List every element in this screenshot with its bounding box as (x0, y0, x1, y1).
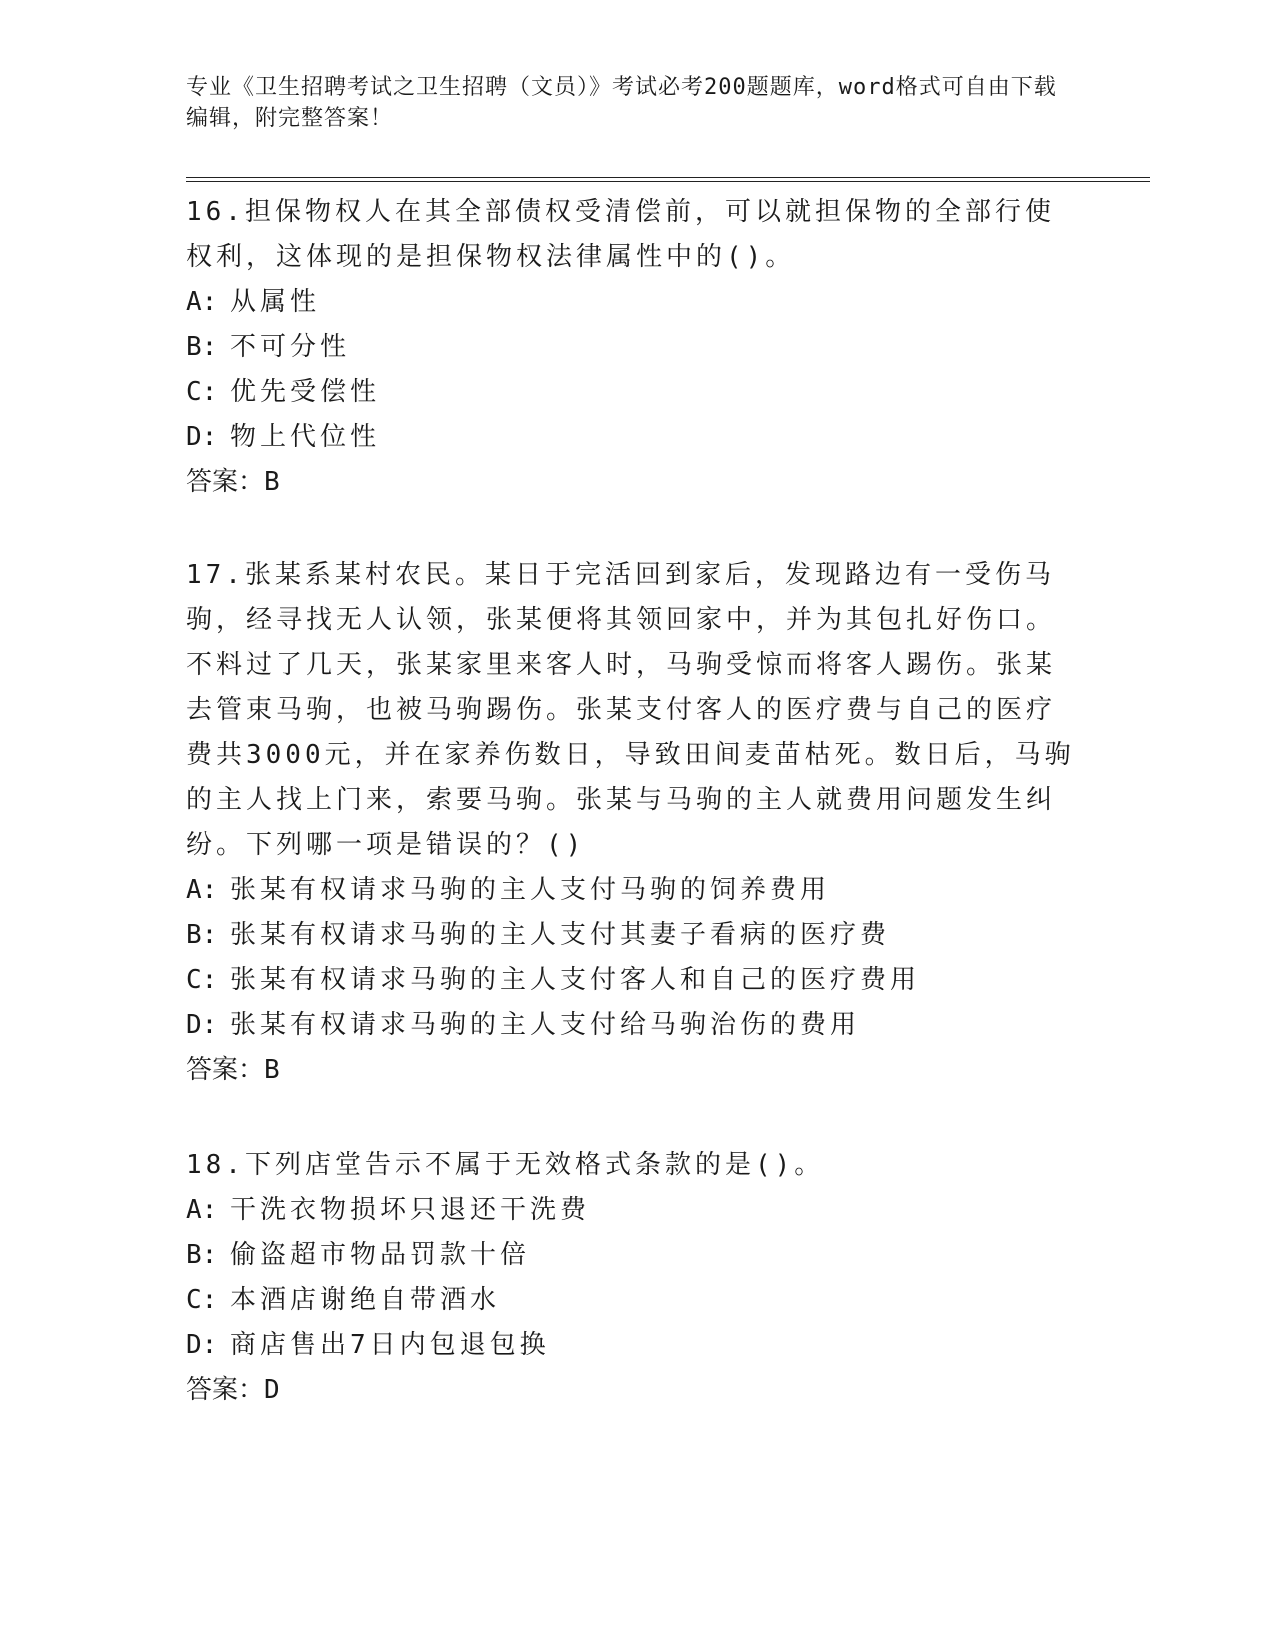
answer-line (186, 1048, 1076, 1093)
option-text: 张某有权请求马驹的主人支付客人和自己的医疗费用 (230, 965, 921, 995)
option-letter: D: (186, 1330, 218, 1360)
option-letter: B: (186, 1240, 218, 1270)
option-b (186, 325, 1076, 370)
answer-value: B (264, 467, 280, 497)
question-16 (186, 190, 1076, 505)
option-text: 干洗衣物损坏只退还干洗费 (230, 1195, 591, 1225)
option-letter: C: (186, 377, 218, 407)
option-letter: D: (186, 1010, 218, 1040)
option-text: 不可分性 (230, 332, 351, 362)
option-c (186, 958, 1076, 1003)
option-b (186, 913, 1076, 958)
option-text: 偷盗超市物品罚款十倍 (230, 1240, 531, 1270)
option-text: 张某有权请求马驹的主人支付其妻子看病的医疗费 (230, 920, 891, 950)
answer-label: 答案： (186, 1055, 265, 1085)
option-letter: C: (186, 965, 218, 995)
question-text: 18.下列店堂告示不属于无效格式条款的是()。 (186, 1150, 825, 1180)
option-text: 从属性 (230, 287, 321, 317)
option-a (186, 868, 1076, 913)
option-b (186, 1233, 1076, 1278)
option-letter: A: (186, 875, 218, 905)
question-17 (186, 553, 1076, 1093)
option-letter: C: (186, 1285, 218, 1315)
option-text: 张某有权请求马驹的主人支付给马驹治伤的费用 (230, 1010, 861, 1040)
answer-value: B (264, 1055, 280, 1085)
option-a (186, 280, 1076, 325)
option-text: 物上代位性 (230, 422, 381, 452)
header-rule-top (186, 177, 1150, 178)
page-header: 专业《卫生招聘考试之卫生招聘（文员）》考试必考200题题库，word格式可自由下载编辑，附完整答案！ (186, 75, 1057, 131)
option-letter: D: (186, 422, 218, 452)
option-d (186, 1003, 1076, 1048)
answer-line (186, 460, 1076, 505)
answer-label: 答案： (186, 467, 265, 497)
option-a (186, 1188, 1076, 1233)
question-text: 17.张某系某村农民。某日于完活回到家后，发现路边有一受伤马驹，经寻找无人认领，张某便将其领回家中，并为其包扎好伤口。不料过了几天，张某家里来客人时，马驹受惊而将客人踢伤。张某去管束马驹，也被马驹踢伤。张某支付客人的医疗费与自己的医疗费共3000元，并在家养伤数日，导致田间麦苗枯死。数日后，马驹的主人找上门来，索要马驹。张某与马驹的主人就费用问题发生纠纷。下列哪一项是错误的？() (186, 560, 1075, 860)
option-d (186, 1323, 1076, 1368)
option-text: 优先受偿性 (230, 377, 381, 407)
question-18 (186, 1143, 1076, 1413)
header-rule-bottom (186, 181, 1150, 182)
option-c (186, 1278, 1076, 1323)
option-letter: A: (186, 1195, 218, 1225)
option-letter: B: (186, 332, 218, 362)
option-letter: B: (186, 920, 218, 950)
answer-line (186, 1368, 1076, 1413)
option-text: 张某有权请求马驹的主人支付马驹的饲养费用 (230, 875, 831, 905)
option-text: 本酒店谢绝自带酒水 (230, 1285, 501, 1315)
option-text: 商店售出7日内包退包换 (230, 1330, 550, 1360)
option-letter: A: (186, 287, 218, 317)
answer-value: D (264, 1375, 280, 1405)
option-d (186, 415, 1076, 460)
answer-label: 答案： (186, 1375, 265, 1405)
option-c (186, 370, 1076, 415)
question-text: 16.担保物权人在其全部债权受清偿前，可以就担保物的全部行使权利，这体现的是担保物权法律属性中的()。 (186, 197, 1055, 272)
